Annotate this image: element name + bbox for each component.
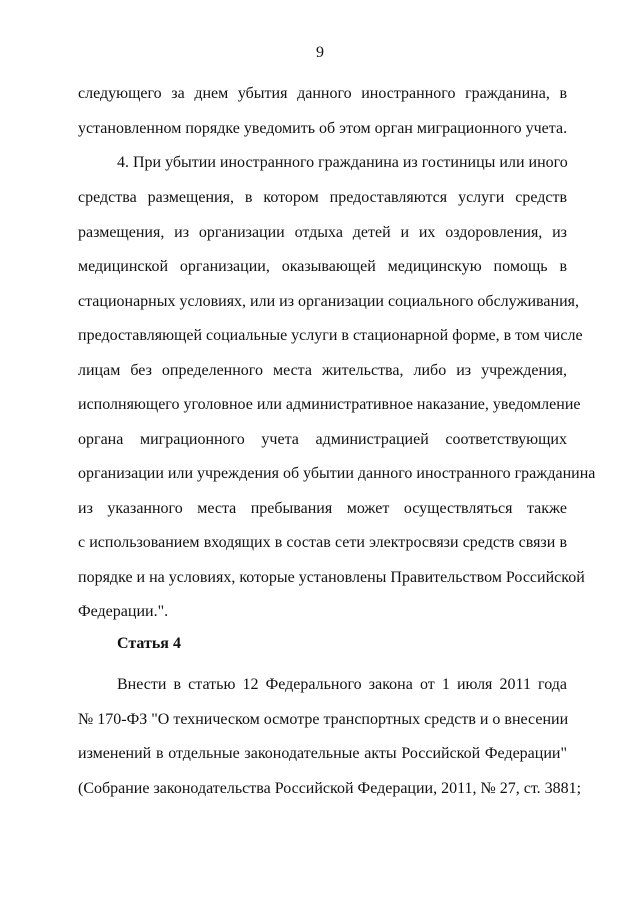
paragraph-line: 4. При убытии иностранного гражданина из гостиницы или иного — [117, 154, 568, 171]
paragraph-line: (Собрание законодательства Российской Федерации, 2011, № 27, ст. 3881; — [78, 780, 582, 797]
paragraph-line: с использованием входящих в состав сети электросвязи средств связи в — [78, 534, 567, 551]
paragraph-line: лицам без определенного места жительства, либо из учреждения, — [78, 362, 567, 379]
paragraph-line: № 170-ФЗ "О техническом осмотре транспортных средств и о внесении — [78, 711, 569, 728]
paragraph-line: медицинской организации, оказывающей медицинскую помощь в — [78, 258, 567, 275]
paragraph-line: изменений в отдельные законодательные акты Российской Федерации" — [78, 745, 567, 762]
article-heading: Статья 4 — [117, 635, 181, 652]
paragraph-line: исполняющего уголовное или административное наказание, уведомление — [78, 396, 581, 413]
page-number: 9 — [316, 44, 324, 61]
paragraph-line: организации или учреждения об убытии данного иностранного гражданина — [78, 465, 596, 482]
paragraph-line: органа миграционного учета администрацией соответствующих — [78, 431, 567, 448]
paragraph-line: размещения, из организации отдыха детей и их оздоровления, из — [78, 224, 567, 241]
paragraph-line: предоставляющей социальные услуги в стационарной форме, в том числе — [78, 327, 583, 344]
paragraph-line: из указанного места пребывания может осуществляться также — [78, 500, 567, 517]
paragraph-line: средства размещения, в котором предоставляются услуги средств — [78, 189, 567, 206]
paragraph-line: стационарных условиях, или из организации социального обслуживания, — [78, 293, 579, 310]
paragraph-line: следующего за днем убытия данного иностранного гражданина, в — [78, 85, 567, 102]
paragraph-line: установленном порядке уведомить об этом орган миграционного учета. — [78, 120, 568, 137]
paragraph-line: Внести в статью 12 Федерального закона от 1 июля 2011 года — [117, 676, 567, 693]
paragraph-line: Федерации.". — [78, 603, 169, 620]
paragraph-line: порядке и на условиях, которые установлены Правительством Российской — [78, 569, 585, 586]
